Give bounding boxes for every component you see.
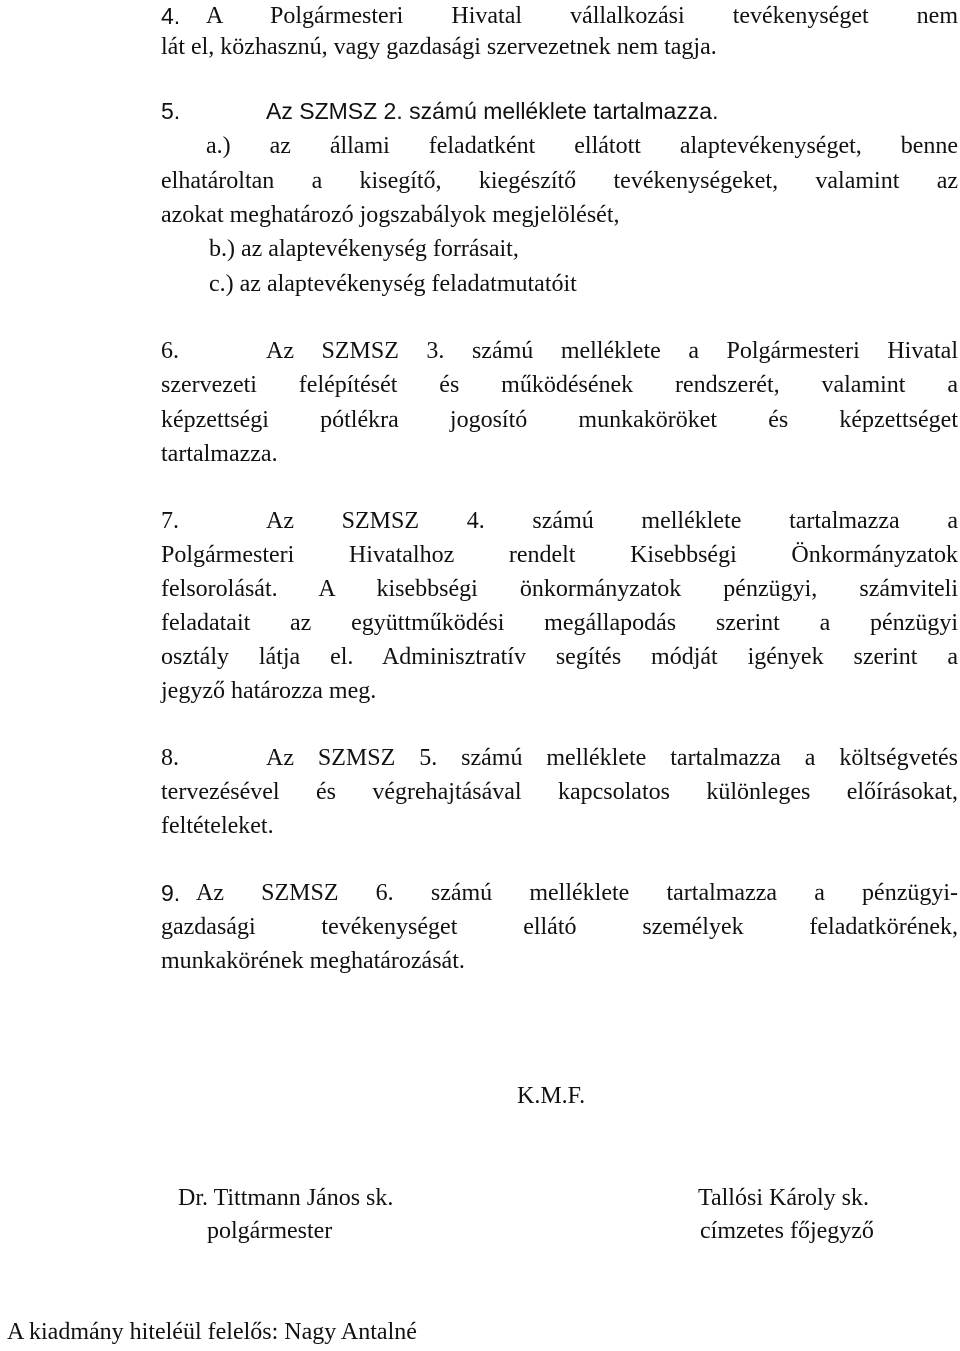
item-9-line-1: Az SZMSZ 6. számú melléklete tartalmazza a pénzügyi- bbox=[196, 880, 958, 906]
item-6-line-4: tartalmazza. bbox=[161, 441, 278, 467]
kmf-heading: K.M.F. bbox=[517, 1083, 586, 1109]
item-7-line-5: osztály látja el. Adminisztratív segítés módját igények szerint a bbox=[161, 644, 958, 670]
item-6-number: 6. bbox=[161, 338, 179, 364]
item-8-line-2: tervezésével és végrehajtásával kapcsolatos különleges előírásokat, bbox=[161, 779, 958, 805]
signature-left-title: polgármester bbox=[207, 1218, 333, 1244]
item-5-b: b.) az alaptevékenység forrásait, bbox=[209, 236, 519, 262]
item-7-line-3: felsorolását. A kisebbségi önkormányzatok pénzügyi, számviteli bbox=[161, 576, 958, 602]
item-6-line-1: Az SZMSZ 3. számú melléklete a Polgármesteri Hivatal bbox=[266, 338, 958, 364]
item-5-a-line-3: azokat meghatározó jogszabályok megjelölését, bbox=[161, 202, 620, 228]
item-7-line-6: jegyző határozza meg. bbox=[161, 678, 377, 704]
item-8-line-1: Az SZMSZ 5. számú melléklete tartalmazza a költségvetés bbox=[266, 745, 958, 771]
signature-left-name: Dr. Tittmann János sk. bbox=[178, 1185, 394, 1211]
item-6-line-2: szervezeti felépítését és működésének rendszerét, valamint a bbox=[161, 372, 958, 398]
signature-right-title: címzetes főjegyző bbox=[700, 1218, 874, 1244]
item-9-line-3: munkakörének meghatározását. bbox=[161, 948, 465, 974]
item-7-line-4: feladatait az együttműködési megállapodás szerint a pénzügyi bbox=[161, 610, 958, 636]
item-8-line-3: feltételeket. bbox=[161, 813, 274, 839]
item-4-number: 4. bbox=[161, 3, 181, 29]
item-4-line-2: lát el, közhasznú, vagy gazdasági szervezetnek nem tagja. bbox=[161, 34, 717, 60]
item-4-line-1: A Polgármesteri Hivatal vállalkozási tevékenységet nem bbox=[206, 3, 958, 29]
item-8-number: 8. bbox=[161, 745, 179, 771]
item-5-a-line-2: elhatároltan a kisegítő, kiegészítő tevékenységeket, valamint az bbox=[161, 168, 958, 194]
item-5-a-line-1: a.) az állami feladatként ellátott alaptevékenységet, benne bbox=[206, 133, 958, 159]
item-7-line-2: Polgármesteri Hivatalhoz rendelt Kisebbségi Önkormányzatok bbox=[161, 542, 958, 568]
signature-right-name: Tallósi Károly sk. bbox=[698, 1185, 869, 1211]
item-9-line-2: gazdasági tevékenységet ellátó személyek feladatkörének, bbox=[161, 914, 958, 940]
item-7-number: 7. bbox=[161, 508, 179, 534]
item-5-heading: Az SZMSZ 2. számú melléklete tartalmazza. bbox=[266, 98, 719, 124]
item-6-line-3: képzettségi pótlékra jogosító munkaköröket és képzettséget bbox=[161, 407, 958, 433]
item-5-c: c.) az alaptevékenység feladatmutatóit bbox=[209, 271, 577, 297]
item-7-line-1: Az SZMSZ 4. számú melléklete tartalmazza a bbox=[266, 508, 958, 534]
item-5-number: 5. bbox=[161, 98, 181, 124]
footer-authentication: A kiadmány hiteléül felelős: Nagy Antalné bbox=[7, 1319, 417, 1345]
item-9-number: 9. bbox=[161, 880, 181, 906]
